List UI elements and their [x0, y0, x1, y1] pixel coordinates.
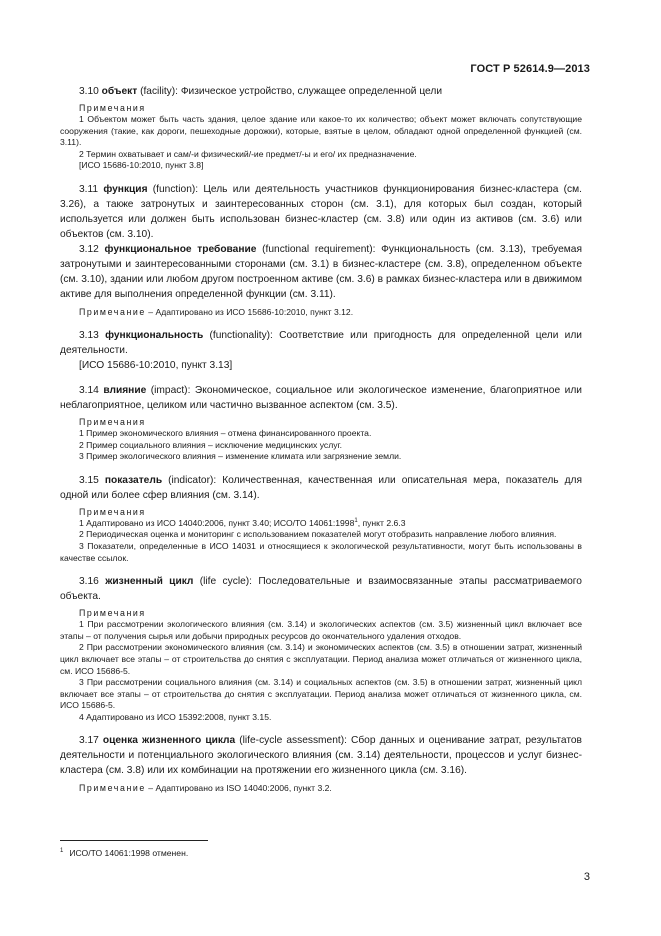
term-3-13 [60, 328, 582, 373]
term-number: 3.17 [79, 735, 99, 747]
note-2: 2 Пример социального влияния – исключение медицинских услуг. [79, 439, 342, 450]
term-definition [60, 242, 582, 302]
term-number: 3.10 [79, 86, 99, 97]
source-reference: [ИСО 15686-10:2010, пункт 3.8] [79, 160, 204, 171]
note-text: – Адаптировано из ИСО 15686-10:2010, пункт 3.12. [145, 306, 354, 317]
note-3: 3 Показатели, определенные в ИСО 14031 и относящиеся к экологической результативности, могут быть использованы в качестве ссылок. [60, 540, 582, 563]
note-label: Примечание [79, 783, 146, 794]
term-text: (impact): Экономическое, социальное или экологическое изменение, благоприятное или неблагоприятное, целиком или частично вызванное аспектом (см. 3.5). [60, 384, 582, 411]
term-number: 3.12 [79, 243, 99, 255]
term-3-17 [60, 733, 582, 794]
term-number: 3.14 [79, 384, 99, 396]
term-text: (functionality): Соответствие или пригодность для определенной цели или деятельности. [60, 329, 582, 356]
note-1 [60, 518, 582, 530]
term-definition [60, 182, 582, 242]
note-1: 1 При рассмотрении экологического влияния (см. 3.14) и экологических аспектов (см. 3.5) жизненный цикл включает все этапы – от получения сырья или добычи природных ресурсов до окончательного удаления отходов. [60, 619, 582, 641]
term-definition [60, 733, 582, 778]
note-2: 2 При рассмотрении экономического влияния (см. 3.14) и экономических аспектов (см. 3.5) в отношении затрат, жизненный цикл включает все этапы – от строительства до снятия с эксплуатации. Период анализа может отличаться от жизненного цикла, см. ИСО 15686-5. [60, 642, 582, 676]
note-label: Примечание [79, 306, 146, 317]
term-definition [60, 328, 582, 358]
note-1: 1 Объектом может быть часть здания, целое здание или какое-то их количество; объект может включать сопутствующие сооружения (такие, как дороги, пешеходные дорожки), которые, взятые в целом, обладают одной определенной функцией (см. 3.11). [60, 114, 582, 148]
note-2: 2 Термин охватывает и сам/-и физический/-ие предмет/-ы и его/ их предназначение. [79, 148, 417, 159]
term-name: оценка жизненного цикла [102, 735, 236, 747]
term-3-16 [60, 574, 582, 723]
footnote [60, 848, 188, 858]
term-3-15 [60, 473, 582, 564]
note-4: 4 Адаптировано из ИСО 15392:2008, пункт 3.15. [79, 711, 272, 722]
term-text: (functional requirement): Функциональность (см. 3.13), требуемая затронутыми и заинтересованными сторонами (см. 3.1) в бизнес-кластере (см. 3.8), определенном объекте (см. 3.10), здании или любом другом построенном активе (см. 3.6) в рамках бизнес-кластера или в движимом активе для выполнения определенной функции (см. 3.11). [60, 243, 582, 300]
footnote-divider [60, 840, 208, 841]
note-text: , пункт 2.6.3 [357, 517, 406, 528]
notes-heading: Примечания [79, 608, 146, 619]
note-2: 2 Периодическая оценка и мониторинг с использованием показателей могут отобразить направление любого влияния. [79, 529, 557, 540]
note-inline [60, 782, 582, 794]
term-name: влияние [103, 384, 147, 396]
term-number: 3.16 [79, 576, 99, 588]
note-inline [60, 306, 582, 318]
term-definition [60, 473, 582, 503]
footnote-mark: 1 [60, 848, 64, 855]
term-definition [60, 84, 582, 99]
term-text: (function): Цель или деятельность участников функционирования бизнес-кластера (см. 3.26), а также затронутых и заинтересованных сторон (см. 3.1), для которых был создан, который используется или должен быть использован бизнес-кластер (см. 3.8) или один из активов (см. 3.6) или объектов (см. 3.10). [60, 183, 582, 240]
term-3-12 [60, 242, 582, 318]
term-text: (life-cycle assessment): Сбор данных и оценивание затрат, результатов деятельности и потенциального экологического влияния (см. 3.14) деятельности, процессов и услуг бизнес-кластера (см. 3.8) или их комбинации на протяжении его жизненного цикла (см. 3.16). [60, 735, 582, 777]
document-standard-number: ГОСТ Р 52614.9—2013 [470, 63, 590, 75]
term-text: (life cycle): Последовательные и взаимосвязанные этапы рассматриваемого объекта. [60, 576, 582, 603]
footnote-text: ИСО/ТО 14061:1998 отменен. [69, 848, 189, 858]
term-definition [60, 574, 582, 604]
term-number: 3.13 [79, 329, 99, 341]
document-body [60, 84, 582, 794]
page-number: 3 [583, 871, 590, 883]
source-reference: [ИСО 15686-10:2010, пункт 3.13] [79, 359, 233, 371]
note-1: 1 Пример экономического влияния – отмена финансированного проекта. [79, 427, 372, 438]
term-text: (facility): Физическое устройство, служащее определенной цели [137, 86, 443, 97]
term-name: функциональность [105, 329, 204, 341]
footnote-ref: 1 [354, 517, 358, 524]
term-3-14 [60, 383, 582, 463]
note-text: – Адаптировано из ISO 14040:2006, пункт 3.2. [145, 783, 332, 794]
term-number: 3.15 [79, 474, 99, 486]
term-definition [60, 383, 582, 413]
note-3: 3 Пример экологического влияния – изменение климата или загрязнение земли. [79, 451, 402, 462]
term-name: показатель [104, 474, 163, 486]
notes-heading: Примечания [79, 103, 146, 113]
term-name: объект [101, 86, 138, 97]
note-3: 3 При рассмотрении социального влияния (см. 3.14) и социальных аспектов (см. 3.5) в отношении затрат, жизненный цикл включает все этапы – от строительства до снятия с эксплуатации. Период анализа может отличаться от жизненного цикла, см. ИСО 15686-5. [60, 677, 582, 711]
term-name: функция [103, 183, 148, 195]
note-text: 1 Адаптировано из ИСО 14040:2006, пункт 3.40; ИСО/ТО 14061:1998 [79, 517, 355, 528]
term-name: жизненный цикл [105, 576, 194, 588]
notes-heading: Примечания [79, 416, 146, 427]
notes-heading: Примечания [79, 506, 146, 517]
term-3-11 [60, 182, 582, 242]
term-name: функциональное требование [104, 243, 257, 255]
term-3-10 [60, 84, 582, 172]
term-text: (indicator): Количественная, качественная или описательная мера, показатель для одной или более сфер влияния (см. 3.14). [60, 474, 582, 501]
term-number: 3.11 [79, 183, 99, 195]
